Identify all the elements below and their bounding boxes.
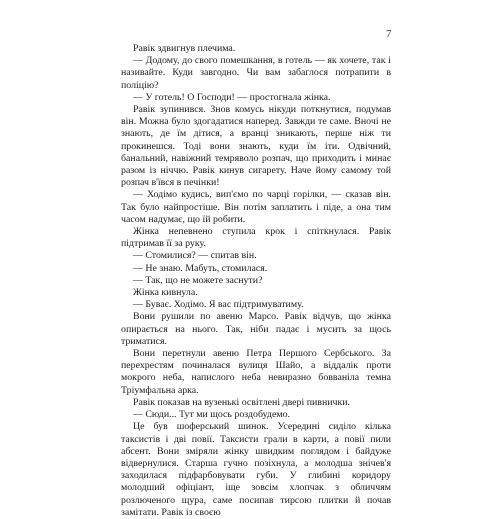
paragraph: Равік зупинився. Знов комусь нікуди поткнутися, подумав він. Можна було здогадатися наперед. Завжди те саме. Вночі не знають, де їм дітися, а вранці зникають, перше ніж ти прокинешся. Тоді вони знають, куди їм іти. Одвічний, банальний, навіжний темряволо розпач, що приходить і минає разом із ніччю. Равік кинув сигарету. Наче йому самому той розпач в'ївся в печінки! — [121, 104, 391, 189]
paragraph: — Так, що не можете заснути? — [133, 274, 263, 286]
paragraph: — Буває. Ходімо. Я вас підтримуватиму. — [133, 299, 304, 311]
paragraph: Вони рушили по авеню Марсо. Равік відчув, що жінка опирається на нього. Так, ніби падає і мусить за щось триматися. — [121, 311, 391, 347]
paragraph: Це був шоферський шинок. Усередині сиділо кілька таксистів і двi повії. Таксисти грали в карти, а повії пили абсент. Вони зміряли жінку швидким поглядом і байдуже відвернулися. Старша гучно позіхнула, а молодша знічев'я заходилася підфарбовувати губи. У глибині коридору молодший офіціант, іще зовсім хлопчак з обличчям розлюченого щура, саме посипав тирсою плитки й почав замітати. Равік із своєю — [121, 421, 391, 518]
paragraph: Жінка непевнено ступила крок і спіткнулася. Равік підтримав її за руку. — [121, 226, 391, 250]
paragraph: Равік показав на вузенькі освітлені двері пивнички. — [133, 396, 351, 408]
paragraph: — Сюди... Тут ми щось роздобудемо. — [133, 409, 290, 421]
page-number: 7 — [386, 28, 392, 40]
paragraph: Равік здвигнув плечима. — [133, 43, 236, 54]
page-text — [121, 43, 391, 519]
paragraph: — Ходімо кудись, вип'ємо по чарці горілки, — сказав він. Так було найпростіше. Він потім заплатить і піде, а она тим часом надумає, що їй робити. — [121, 189, 391, 225]
paragraph: Вони перетнули авеню Петра Першого Сербського. За перехрестям починалася вулиця Шайо, а віддалік проти мокрого неба, напислого неба невиразно бовваніла темна Тріумфальна арка. — [121, 348, 391, 396]
paragraph: — Не знаю. Мабуть, стомилася. — [133, 262, 268, 274]
paragraph: — У готель! О Господи! — простогнала жінка. — [133, 91, 331, 103]
paragraph: Жінка кивнула. — [133, 287, 198, 299]
paragraph: — Стомилися? — спитав він. — [133, 250, 257, 262]
paragraph: — Додому, до свого помешкання, в готель — як хочете, так і називайте. Куди завгодно. Чи вам забаглося потрапити в поліцію? — [121, 55, 391, 91]
